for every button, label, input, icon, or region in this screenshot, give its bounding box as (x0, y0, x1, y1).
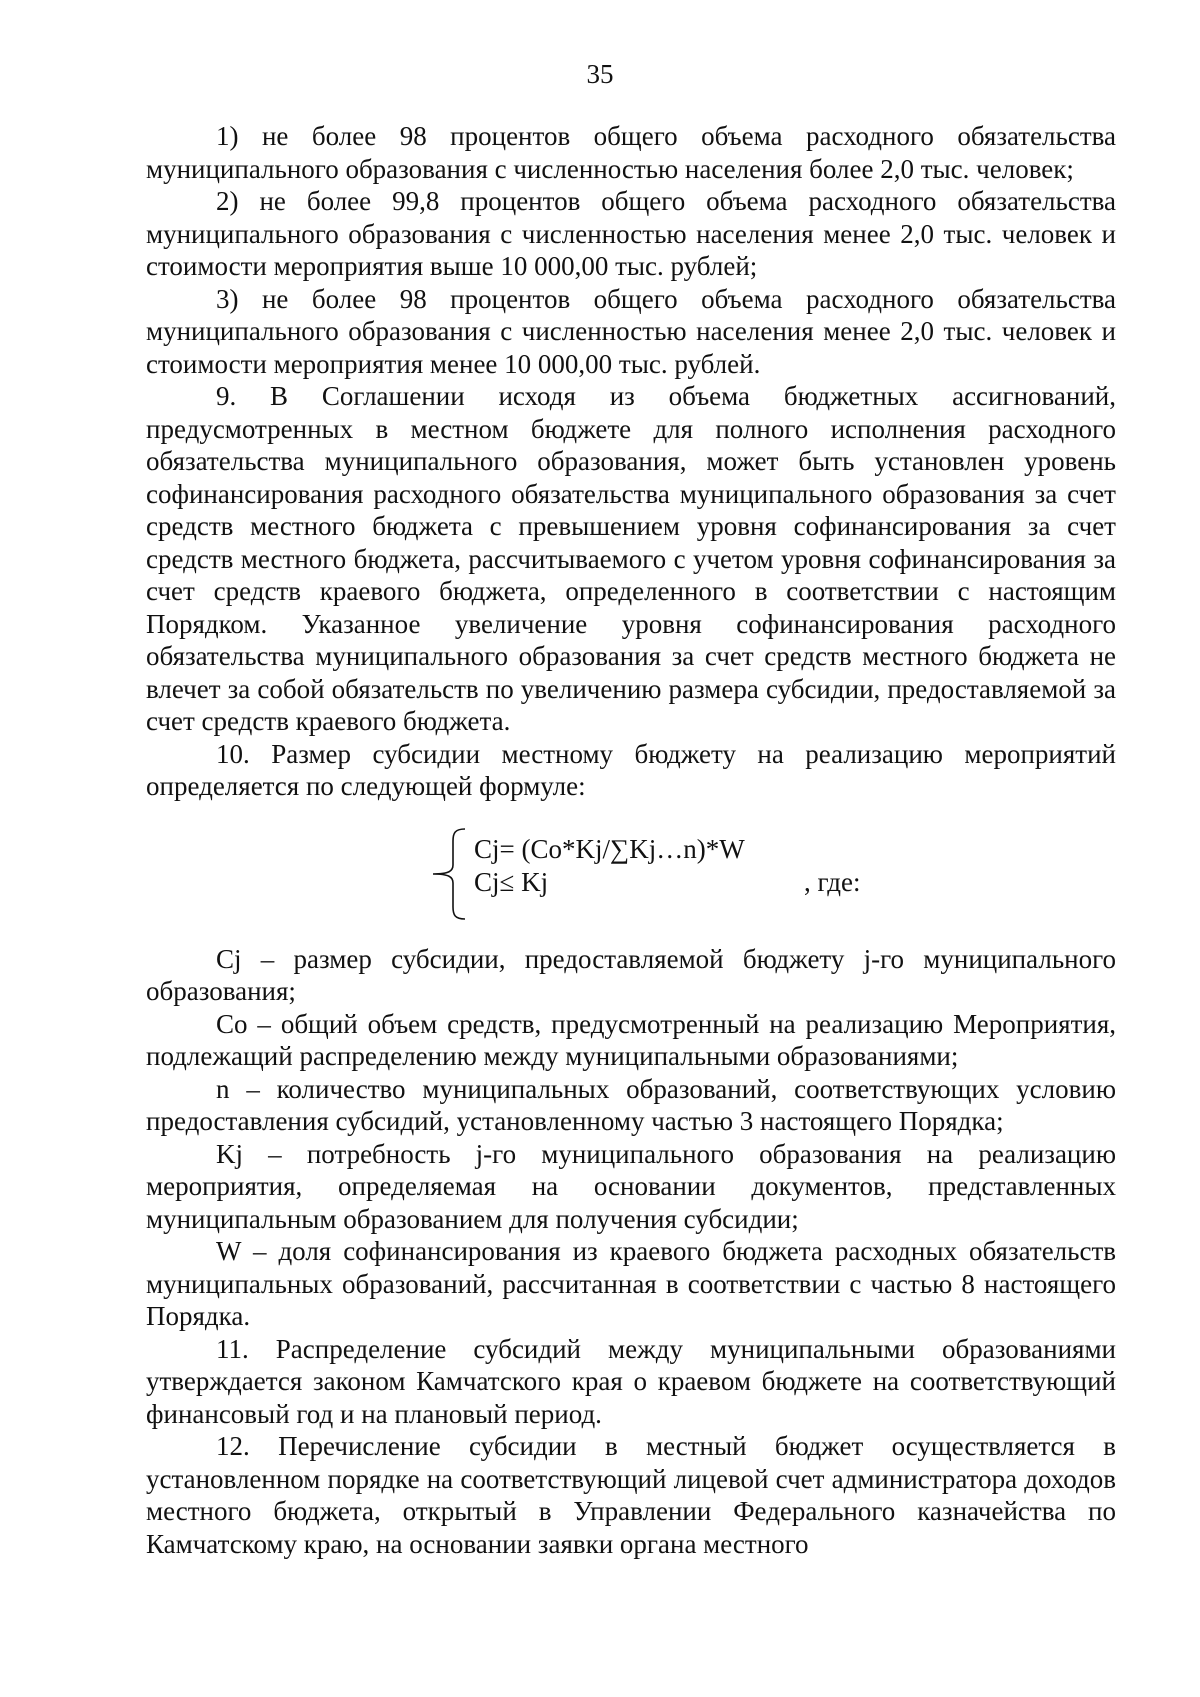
paragraph-item-3: 3) не более 98 процентов общего объема расходного обязательства муниципального образования с численностью населения менее 2,0 тыс. человек и стоимости мероприятия менее 10 000,00 тыс. рублей. (146, 283, 1116, 379)
formula-line-2: Cj≤ Kj (474, 866, 549, 897)
paragraph-item-1: 1) не более 98 процентов общего объема расходного обязательства муниципального образования с численностью населения более 2,0 тыс. человек; (146, 121, 1116, 184)
definition-w: W – доля софинансирования из краевого бюджета расходных обязательств муниципальных образований, рассчитанная в соответствии с частью 8 настоящего Порядка. (146, 1236, 1116, 1331)
formula-where: , где: (804, 866, 861, 897)
page-number: 35 (586, 59, 614, 89)
document-body (146, 120, 1116, 1560)
paragraph-item-2: 2) не более 99,8 процентов общего объема расходного обязательства муниципального образования с численностью населения менее 2,0 тыс. человек и стоимости мероприятия выше 10 000,00 тыс. рублей; (146, 186, 1116, 281)
left-brace-icon (429, 827, 469, 921)
formula-line-1: Cj= (Co*Kj/∑Kj…n)*W (474, 833, 745, 864)
definition-co: Со – общий объем средств, предусмотренный на реализацию Мероприятия, подлежащий распределению между муниципальными образованиями; (146, 1008, 1116, 1071)
paragraph-point-10: 10. Размер субсидии местному бюджету на реализацию мероприятий определяется по следующей формуле: (146, 738, 1116, 801)
paragraph-point-12: 12. Перечисление субсидии в местный бюджет осуществляется в установленном порядке на соответствующий лицевой счет администратора доходов местного бюджета, открытый в Управлении Федерального казначейства по Камчатскому краю, на основании заявки органа местного (146, 1431, 1116, 1559)
formula-block (146, 821, 1116, 925)
paragraph-point-9: 9. В Соглашении исходя из объема бюджетных ассигнований, предусмотренных в местном бюджете для полного исполнения расходного обязательства муниципального образования, может быть установлен уровень софинансирования расходного обязательства муниципального образования за счет средств местного бюджета с превышением уровня софинансирования за счет средств местного бюджета, рассчитываемого с учетом уровня софинансирования за счет средств краевого бюджета, определенного в соответствии с настоящим Порядком. Указанное увеличение уровня софинансирования расходного обязательства муниципального образования за счет средств местного бюджета не влечет за собой обязательств по увеличению размера субсидии, предоставляемой за счет средств краевого бюджета. (146, 381, 1116, 736)
definition-n: n – количество муниципальных образований, соответствующих условию предоставления субсидий, установленному частью 3 настоящего Порядка; (146, 1073, 1116, 1136)
paragraph-point-11: 11. Распределение субсидий между муниципальными образованиями утверждается законом Камчатского края о краевом бюджете на соответствующий финансовый год и на плановый период. (146, 1333, 1116, 1429)
definition-kj: Kj – потребность j-го муниципального образования на реализацию мероприятия, определяемая на основании документов, представленных муниципальным образованием для получения субсидии; (146, 1138, 1116, 1234)
definition-cj: Cj – размер субсидии, предоставляемой бюджету j-го муниципального образования; (146, 943, 1116, 1006)
